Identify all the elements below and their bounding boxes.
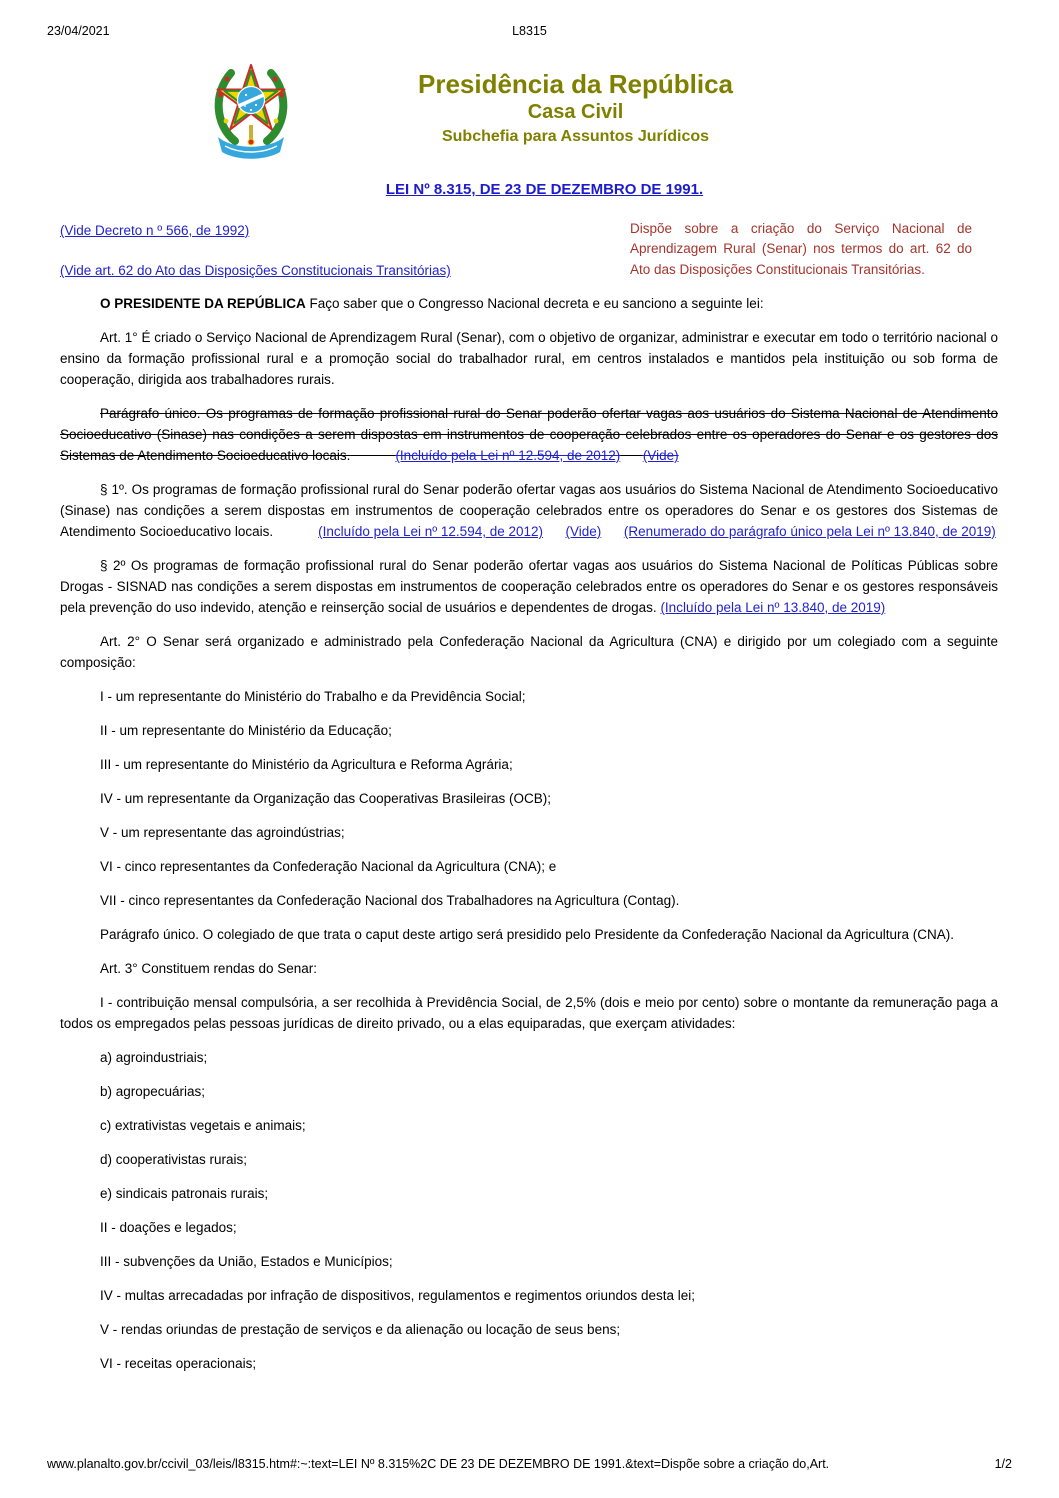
law-title-row: [47, 181, 1012, 199]
preamble-rest: Faço saber que o Congresso Nacional decreta e eu sanciono a seguinte lei:: [305, 296, 764, 311]
org-title: Presidência da República: [417, 69, 733, 99]
masthead: [47, 53, 1012, 167]
ementa-text: Dispõe sobre a criação do Serviço Nacional de Aprendizagem Rural (Senar) nos termos do art. 62 do Ato das Disposições Constitucionais Transitórias.: [630, 221, 972, 277]
art2-item-4: IV - um representante da Organização das Cooperativas Brasileiras (OCB);: [100, 791, 551, 806]
art2-item-5: V - um representante das agroindústrias;: [100, 825, 345, 840]
print-header-spacer: [694, 24, 1012, 39]
law-body: [47, 280, 1012, 1387]
art2-item-2: II - um representante do Ministério da Educação;: [100, 723, 392, 738]
print-header: [47, 24, 1012, 39]
art3-item-5: V - rendas oriundas de prestação de serviços e da alienação ou locação de seus bens;: [100, 1322, 621, 1337]
vide-link[interactable]: (Vide): [565, 524, 602, 539]
par2-text: § 2º Os programas de formação profissional rural do Senar poderão ofertar vagas aos usuários do Sistema Nacional de Políticas Públicas sobre Drogas - SISNAD nas condições a serem dispostas em instrumentos de cooperação celebrados entre os operadores do Senar e os gestores responsáveis pela prevenção do uso indevido, atenção e reinserção social de usuários e dependentes de drogas.: [60, 558, 998, 615]
art2-item-3: III - um representante do Ministério da Agricultura e Reforma Agrária;: [100, 757, 513, 772]
art3-item-2: II - doações e legados;: [100, 1220, 237, 1235]
art3-letter-b: b) agropecuárias;: [100, 1084, 206, 1099]
page-indicator: 1/2: [994, 1457, 1012, 1471]
art2-item-6: VI - cinco representantes da Confederação Nacional da Agricultura (CNA); e: [100, 859, 557, 874]
art3-letter-d: d) cooperativistas rurais;: [100, 1152, 248, 1167]
paragrafo-unico-revoked: [60, 403, 998, 466]
paragrafo-unico-revoked-text: Parágrafo único. Os programas de formação profissional rural do Senar poderão ofertar vagas aos usuários do Sistema Nacional de Atendimento Socioeducativo (Sinase) nas condições a serem dispostas em instrumentos de cooperação celebrados entre os operadores do Senar e os gestores dos Sistemas de Atendimento Socioeducativo locais.: [60, 406, 998, 463]
art3-letter-a: a) agroindustriais;: [100, 1050, 208, 1065]
renumerado-lei-13840-link[interactable]: (Renumerado do parágrafo único pela Lei nº 13.840, de 2019): [623, 524, 996, 539]
art2-item-1: I - um representante do Ministério do Trabalho e da Previdência Social;: [100, 689, 526, 704]
intro-section: [47, 219, 1012, 280]
incluido-lei-12594-link-revoked[interactable]: (Incluído pela Lei nº 12.594, de 2012): [395, 448, 621, 463]
document-code: L8315: [512, 24, 547, 38]
par2-paragraph: [60, 555, 998, 618]
spacer: [601, 524, 624, 539]
art3-item-4: IV - multas arrecadadas por infração de dispositivos, regulamentos e regimentos oriundos desta lei;: [100, 1288, 696, 1303]
art2-paragrafo-unico: Parágrafo único. O colegiado de que trata o caput deste artigo será presidido pelo Presidente da Confederação Nacional da Agricultura (CNA).: [100, 927, 955, 942]
spacer: [620, 448, 643, 463]
art3-item-3: III - subvenções da União, Estados e Municípios;: [100, 1254, 393, 1269]
vide-adct-link[interactable]: (Vide art. 62 do Ato das Disposições Constitucionais Transitórias): [60, 263, 451, 278]
spacer: [543, 524, 566, 539]
art2-paragraph: Art. 2° O Senar será organizado e administrado pela Confederação Nacional da Agricultura (CNA) e dirigido por um colegiado com a seguinte composição:: [60, 634, 998, 670]
art3-letter-e: e) sindicais patronais rurais;: [100, 1186, 269, 1201]
art3-item-1: I - contribuição mensal compulsória, a ser recolhida à Previdência Social, de 2,5% (dois e meio por cento) sobre o montante da remuneração paga a todos os empregados pelas pessoas jurídicas de direito privado, ou a elas equiparadas, que exerçam atividades:: [60, 995, 998, 1031]
vide-decreto-link[interactable]: (Vide Decreto n º 566, de 1992): [60, 223, 250, 238]
law-title-link[interactable]: LEI Nº 8.315, DE 23 DE DEZEMBRO DE 1991.: [385, 181, 704, 198]
preamble: [60, 293, 998, 314]
print-footer: [47, 1457, 1012, 1472]
vide-link-revoked[interactable]: (Vide): [642, 448, 679, 463]
art2-item-7: VII - cinco representantes da Confederação Nacional dos Trabalhadores na Agricultura (Contag).: [100, 893, 680, 908]
art3-item-6: VI - receitas operacionais;: [100, 1356, 257, 1371]
art3-paragraph: Art. 3° Constituem rendas do Senar:: [100, 961, 318, 976]
spacer: [273, 524, 318, 539]
preamble-lead: O PRESIDENTE DA REPÚBLICA: [100, 296, 306, 311]
vide-links: [60, 219, 630, 280]
art3-letter-c: c) extrativistas vegetais e animais;: [100, 1118, 306, 1133]
footer-url: www.planalto.gov.br/ccivil_03/leis/l8315.htm#:~:text=LEI Nº 8.315%2C DE 23 DE DEZEMBRO DE 1991.&text=Dispõe sobre a criação do,Art.: [47, 1457, 830, 1471]
art1-paragraph: Art. 1° É criado o Serviço Nacional de Aprendizagem Rural (Senar), com o objetivo de organizar, administrar e executar em todo o território nacional o ensino da formação profissional rural e a promoção social do trabalhador rural, em centros instalados e mantidos pela instituição ou sob forma de cooperação, dirigida aos trabalhadores rurais.: [60, 330, 998, 387]
incluido-lei-13840-link[interactable]: (Incluído pela Lei nº 13.840, de 2019): [660, 600, 886, 615]
brazil-coat-of-arms-icon: [205, 53, 297, 163]
spacer: [350, 448, 395, 463]
par1-text: § 1º. Os programas de formação profissional rural do Senar poderão ofertar vagas aos usuários do Sistema Nacional de Atendimento Socioeducativo (Sinase) nas condições a serem dispostas em instrumentos de cooperação celebrados entre os operadores do Senar e os gestores dos Sistemas de Atendimento Socioeducativo locais.: [60, 482, 998, 539]
print-date: 23/04/2021: [47, 24, 110, 38]
par1-paragraph: [60, 479, 998, 542]
incluido-lei-12594-link[interactable]: (Incluído pela Lei nº 12.594, de 2012): [318, 524, 544, 539]
org-dept: Casa Civil: [527, 101, 624, 124]
org-subdept: Subchefia para Assuntos Jurídicos: [441, 128, 710, 146]
